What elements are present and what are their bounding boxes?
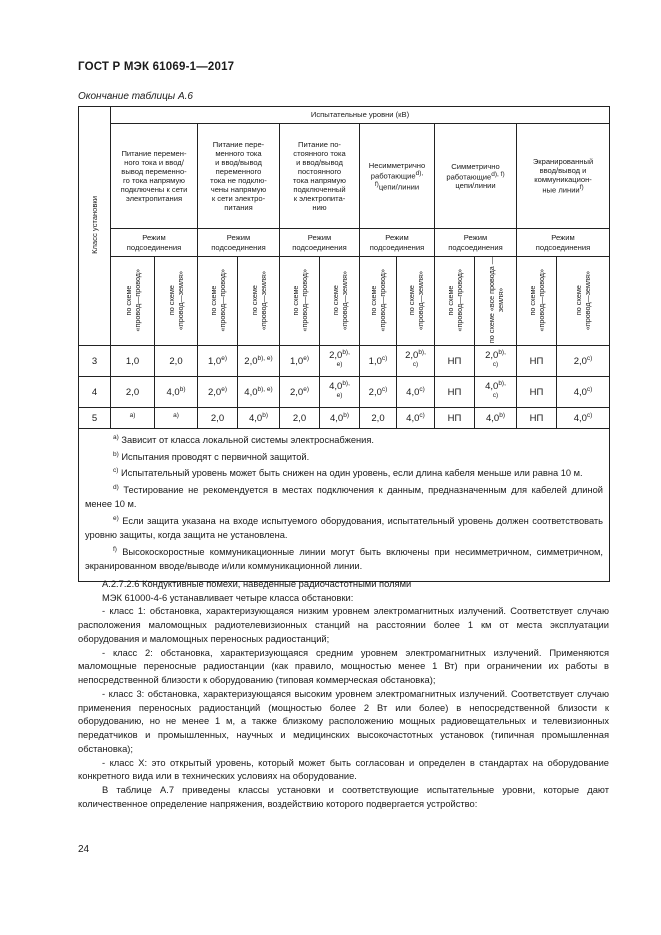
class-cell: 3 [79,346,111,377]
table-note: $^{a)}$ Зависит от класса локальной системы электроснабжения. [113,434,374,446]
value-cell: 4,0$^{b)}$ [475,408,517,429]
scheme-header: по схеме «провод—провод» [280,257,320,346]
body-paragraph: А.2.7.2.6 Кондуктивные помехи, наведенные радиочастотными полями [102,579,412,589]
mode-header-6: Режим подсоединения [517,229,610,257]
value-cell: 1,0$^{e)}$ [198,346,238,377]
scheme-header: по схеме «провод—земля» [238,257,280,346]
value-cell: $2,0^{b),}$ $^{e)}$ [320,346,360,377]
mode-header-5: Режим подсоединения [435,229,517,257]
class-cell: 5 [79,408,111,429]
value-cell: $2,0^{b),}$ $^{c)}$ [475,346,517,377]
value-cell: 4,0$^{b)}$ [320,408,360,429]
body-paragraph: - класс X: это открытый уровень, который может быть согласован и определен в стандартах на оборудование конкретного вида или в технических условиях на оборудование. [78,757,609,782]
table-note: $^{e)}$ Если защита указана на входе испытуемого оборудования, испытательный уровень должен соответствовать уровню защиты, когда защита не установлена. [85,514,604,541]
scheme-header: по схеме «провод—провод» [435,257,475,346]
value-cell: 2,0 [198,408,238,429]
value-cell: НП [517,408,557,429]
table-row [79,408,610,429]
value-cell: $2,0^{b),}$ $^{c)}$ [397,346,435,377]
value-cell: 4,0$^{b)}$ [238,408,280,429]
body-text [78,578,609,811]
value-cell: 2,0$^{e)}$ [280,377,320,408]
document-title: ГОСТ Р МЭК 61069-1—2017 [78,61,235,73]
value-cell: $4,0^{b), e)}$ [238,377,280,408]
value-cell: 2,0$^{e)}$ [198,377,238,408]
body-paragraph: - класс 1: обстановка, характеризующаяся низким уровнем электромагнитных излучений. Соответствует случаю расположения маломощных радиотелевизионных станций на расстоянии более 1 км от места эксплуатации оборудования и маломощных переносных радиостанций; [78,606,609,644]
table-caption: Окончание таблицы А.6 [78,91,193,102]
value-cell: 2,0 [155,346,198,377]
value-cell: 2,0$^{c)}$ [360,377,397,408]
value-cell: 2,0 [280,408,320,429]
table-note: $^{c)}$ Испытательный уровень может быть снижен на один уровень, если длина кабеля меньше или равна 10 м. [113,467,583,479]
value-cell: a) [111,408,155,429]
body-paragraph: МЭК 61000-4-6 устанавливает четыре класса обстановки: [102,592,354,603]
scheme-header: по схеме «провод—провод» [111,257,155,346]
value-cell: 4,0$^{c)}$ [397,408,435,429]
value-cell: $4,0^{b),}$ $^{c)}$ [475,377,517,408]
value-cell: a) [155,408,198,429]
value-cell: 4,0$^{b)}$ [155,377,198,408]
table-a6 [78,106,609,582]
group-header-4: Несимметрично работающие$^{d),}$ $^{f)}$цепи/линии [360,124,435,229]
table-row [79,377,610,408]
table-note: $^{b)}$ Испытания проводят с первичной защитой. [113,450,310,462]
mode-header-4: Режим подсоединения [360,229,435,257]
class-cell: 4 [79,377,111,408]
scheme-header: по схеме «провод—провод» [198,257,238,346]
scheme-header: по схеме «все провода — земля» [475,257,517,346]
value-cell: 4,0$^{c)}$ [557,408,610,429]
value-cell: 4,0$^{c)}$ [397,377,435,408]
value-cell: НП [517,346,557,377]
table-note: $^{d)}$ Тестирование не рекомендуется в местах подключения к данным, предназначенным для кабелей длиной менее 10 м. [85,483,604,510]
table-row [79,346,610,377]
body-paragraph: - класс 3: обстановка, характеризующаяся высоким уровнем электромагнитных излучений. Соответствует случаю применения переносных радиостанций (мощностью более 2 Вт или более) в непосредственной близости к оборудованию, но не менее 1 м, а также близкому расположению мощных радиовещательных и телевизионных передатчиков и промышленных, научных и медицинских высокочастотных установок (типичная промышленная обстановка); [78,688,609,754]
value-cell: НП [435,377,475,408]
group-header-6: Экранированный ввод/вывод и коммуникацион- ные линии$^{f)}$ [517,124,610,229]
value-cell: 2,0 [360,408,397,429]
scheme-header: по схеме «провод—провод» [517,257,557,346]
levels-header: Испытательные уровни (кВ) [111,107,610,124]
table-notes [79,429,610,582]
class-header: Класс установки [79,107,111,346]
table-note: $^{f)}$ Высокоскоростные коммуникационные линии могут быть включены при несимметричном, симметричном, экранированном вводе/выводе и/или коммуникационной линии. [85,545,604,572]
scheme-header: по схеме «провод—провод» [360,257,397,346]
group-header-5: Симметрично работающие$^{d), f)}$ цепи/линии [435,124,517,229]
scheme-header: по схеме «провод—земля» [320,257,360,346]
scheme-header: по схеме «провод—земля» [397,257,435,346]
value-cell: 1,0$^{e)}$ [280,346,320,377]
value-cell: НП [435,346,475,377]
value-cell: 2,0 [111,377,155,408]
body-paragraph: - класс 2: обстановка, характеризующаяся средним уровнем электромагнитных излучений. Применяются маломощные переносные радиостанции (как правило, мощностью менее 1 Вт) при ограничении их работы в непосредственной близости к оборудованию (типовая коммерческая обстановка); [78,647,609,686]
value-cell: 2,0$^{c)}$ [557,346,610,377]
scheme-header: по схеме «провод—земля» [155,257,198,346]
value-cell: $2,0^{b), e)}$ [238,346,280,377]
value-cell: 4,0$^{c)}$ [557,377,610,408]
value-cell: НП [435,408,475,429]
value-cell: 1,0$^{c)}$ [360,346,397,377]
scheme-header: по схеме «провод—земля» [557,257,610,346]
mode-header-3: Режим подсоединения [280,229,360,257]
value-cell: НП [517,377,557,408]
mode-header-2: Режим подсоединения [198,229,280,257]
value-cell: 1,0 [111,346,155,377]
group-header-1: Питание перемен- ного тока и ввод/ вывод переменно- го тока напрямую подключены к сети электропитания [111,124,198,229]
group-header-3: Питание по- стоянного тока и ввод/вывод постоянного тока напрямую подключенный к электропита- нию [280,124,360,229]
page-number: 24 [78,844,90,855]
body-paragraph: В таблице А.7 приведены классы установки и соответствующие испытательные уровни, которые дают количественное определение напряжения, воздействию которого подвергается устройство: [78,785,609,809]
mode-header-1: Режим подсоединения [111,229,198,257]
value-cell: $4,0^{b),}$ $^{e)}$ [320,377,360,408]
group-header-2: Питание пере- менного тока и ввод/вывод переменного тока не подклю- чены напрямую к сети электро- питания [198,124,280,229]
